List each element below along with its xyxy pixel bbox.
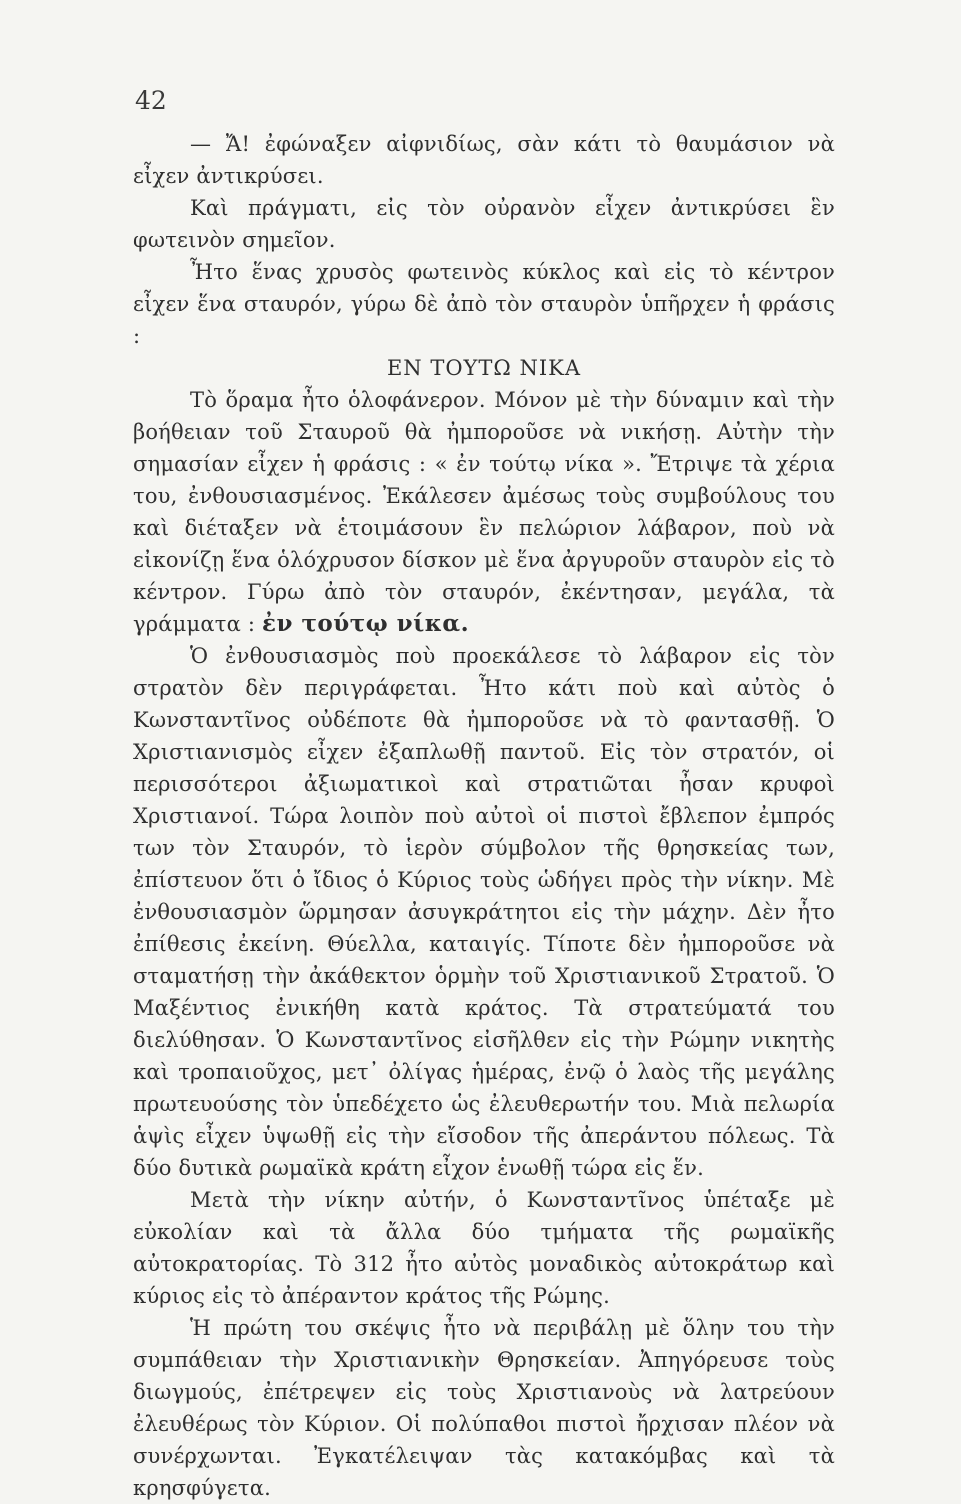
paragraph-6: Μετὰ τὴν νίκην αὐτήν, ὁ Κωνσταντῖνος ὑπέταξε μὲ εὐκολίαν καὶ τὰ ἄλλα δύο τμήματα τῆς ρωμαϊκῆς αὐτοκρατορίας. Τὸ 312 ἦτο αὐτὸς μοναδικὸς αὐτοκράτωρ καὶ κύριος εἰς τὸ ἀπέραντον κράτος τῆς Ρώμης. bbox=[133, 1188, 835, 1308]
centered-inscription: ΕΝ ΤΟΥΤΩ ΝΙΚΑ bbox=[386, 356, 582, 380]
body-text bbox=[133, 128, 835, 1504]
emphasized-inscription: ἐν τούτῳ νίκα. bbox=[262, 610, 470, 637]
paragraph-7: Ἡ πρώτη του σκέψις ἦτο νὰ περιβάλῃ μὲ ὅλην του τὴν συμπάθειαν τὴν Χριστιανικὴν Θρησκείαν. Ἀπηγόρευσε τοὺς διωγμούς, ἐπέτρεψεν εἰς τοὺς Χριστιανοὺς νὰ λατρεύουν ἐλευθέρως τὸν Κύριον. Οἱ πολύπαθοι πιστοὶ ἤρχισαν πλέον νὰ συνέρχωνται. Ἐγκατέλειψαν τὰς κατακόμβας καὶ τὰ κρησφύγετα. bbox=[133, 1316, 835, 1500]
paragraph-4-text: Τὸ ὅραμα ἦτο ὁλοφάνερον. Μόνον μὲ τὴν δύναμιν καὶ τὴν βοήθειαν τοῦ Σταυροῦ θὰ ἠμποροῦσε νὰ νικήσῃ. Αὐτὴν τὴν σημασίαν εἶχεν ἡ φράσις : « ἐν τούτῳ νίκα ». Ἔτριψε τὰ χέρια του, ἐνθουσιασμένος. Ἐκάλεσεν ἀμέσως τοὺς συμβούλους του καὶ διέταξεν νὰ ἑτοιμάσουν ἓν πελώριον λάβαρον, ποὺ νὰ εἰκονίζῃ ἕνα ὁλόχρυσον δίσκον μὲ ἕνα ἀργυροῦν σταυρὸν εἰς τὸ κέντρον. Γύρω ἀπὸ τὸν σταυρόν, ἐκέντησαν, μεγάλα, τὰ γράμματα : bbox=[133, 388, 835, 636]
page-number: 42 bbox=[135, 86, 167, 115]
paragraph-2: Καὶ πράγματι, εἰς τὸν οὐρανὸν εἶχεν ἀντικρύσει ἓν φωτεινὸν σημεῖον. bbox=[133, 196, 835, 252]
paragraph-3: Ἦτο ἕνας χρυσὸς φωτεινὸς κύκλος καὶ εἰς τὸ κέντρον εἶχεν ἕνα σταυρόν, γύρω δὲ ἀπὸ τὸν σταυρὸν ὑπῆρχεν ἡ φράσις : bbox=[133, 260, 835, 348]
paragraph-4 bbox=[133, 384, 835, 640]
paragraph-1: — Ἄ! ἐφώναξεν αἰφνιδίως, σὰν κάτι τὸ θαυμάσιον νὰ εἶχεν ἀντικρύσει. bbox=[133, 132, 835, 188]
paragraph-5: Ὁ ἐνθουσιασμὸς ποὺ προεκάλεσε τὸ λάβαρον εἰς τὸν στρατὸν δὲν περιγράφεται. Ἦτο κάτι ποὺ καὶ αὐτὸς ὁ Κωνσταντῖνος οὐδέποτε θὰ ἠμποροῦσε νὰ τὸ φαντασθῇ. Ὁ Χριστιανισμὸς εἶχεν ἐξαπλωθῇ παντοῦ. Εἰς τὸν στρατόν, οἱ περισσότεροι ἀξιωματικοὶ καὶ στρατιῶται ἦσαν κρυφοὶ Χριστιανοί. Τώρα λοιπὸν ποὺ αὐτοὶ οἱ πιστοὶ ἔβλεπον ἐμπρός των τὸν Σταυρόν, τὸ ἱερὸν σύμβολον τῆς θρησκείας των, ἐπίστευον ὅτι ὁ ἴδιος ὁ Κύριος τοὺς ὡδήγει πρὸς τὴν νίκην. Μὲ ἐνθουσιασμὸν ὥρμησαν ἀσυγκράτητοι εἰς τὴν μάχην. Δὲν ἦτο ἐπίθεσις ἐκείνη. Θύελλα, καταιγίς. Τίποτε δὲν ἠμποροῦσε νὰ σταματήσῃ τὴν ἀκάθεκτον ὁρμὴν τοῦ Χριστιανικοῦ Στρατοῦ. Ὁ Μαξέντιος ἐνικήθη κατὰ κράτος. Τὰ στρατεύματά του διελύθησαν. Ὁ Κωνσταντῖνος εἰσῆλθεν εἰς τὴν Ρώμην νικητὴς καὶ τροπαιοῦχος, μετ᾽ ὀλίγας ἡμέρας, ἐνῷ ὁ λαὸς τῆς μεγάλης πρωτευούσης τὸν ὑπεδέχετο ὡς ἐλευθερωτήν του. Μιὰ πελωρία ἁψὶς εἶχεν ὑψωθῇ εἰς τὴν εἴσοδον τῆς ἀπεράντου πόλεως. Τὰ δύο δυτικὰ ρωμαϊκὰ κράτη εἶχον ἑνωθῇ τώρα εἰς ἕν. bbox=[133, 644, 835, 1180]
